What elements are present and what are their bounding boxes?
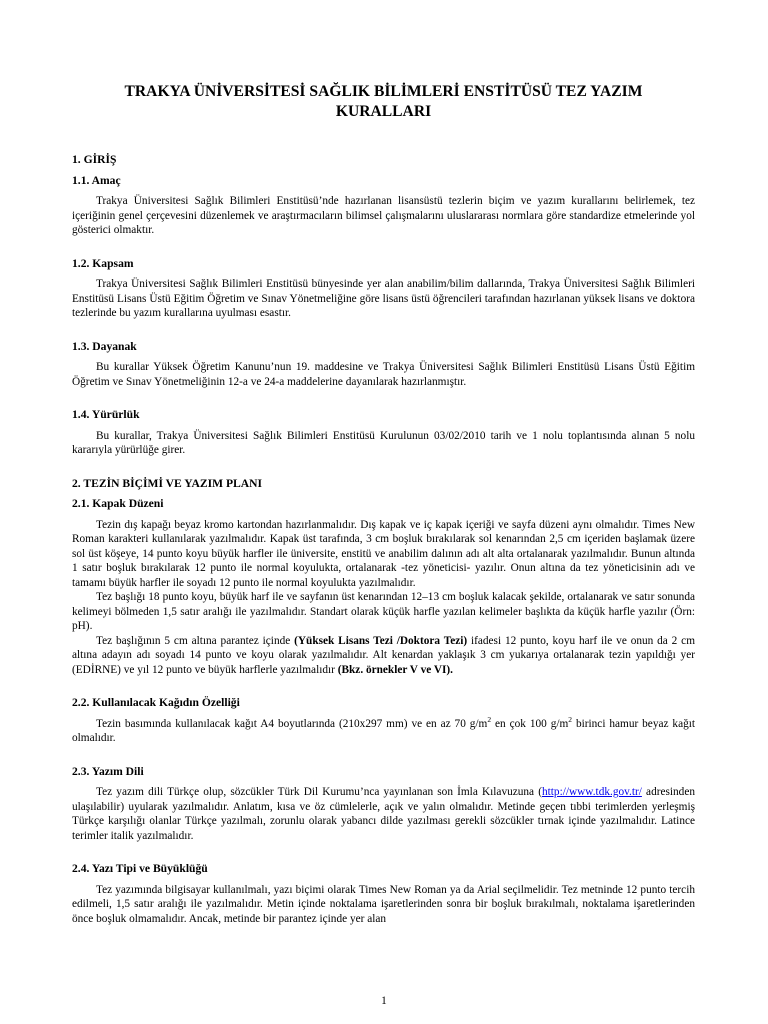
- subsection-heading-yazim-dili: 2.3. Yazım Dili: [72, 764, 144, 778]
- title-line-1: TRAKYA ÜNİVERSİTESİ SAĞLIK BİLİMLERİ ENSTİTÜSÜ TEZ YAZIM: [124, 83, 643, 100]
- tdk-link[interactable]: http://www.tdk.gov.tr/: [542, 786, 642, 798]
- paragraph-dayanak: Bu kurallar Yüksek Öğretim Kanunu’nun 19. maddesine ve Trakya Üniversitesi Sağlık Bilimleri Enstitüsü Lisans Üstü Eğitim Öğretim ve Sınav Yönetmeliğinin 12-a ve 24-a maddelerine dayanılarak hazırlanmıştır.: [72, 361, 695, 388]
- paragraph-yazi-tipi: Tez yazımında bilgisayar kullanılmalı, yazı biçimi olarak Times New Roman ya da Arial seçilmelidir. Tez metninde 12 punto tercih edilmeli, 1,5 satır aralığı ile yazılmalıdır. Metin içinde noktalama işaretlerinden sonra bir boşluk bırakılmalı, noktalama işaretlerinden önce boşluk olmamalıdır. Ancak, metinde bir parantez içinde yer alan: [72, 883, 695, 925]
- section-heading-tez-bicimi: 2. TEZİN BİÇİMİ VE YAZIM PLANI: [72, 476, 263, 490]
- subsection-heading-amac: 1.1. Amaç: [72, 173, 121, 187]
- page-number: 1: [381, 995, 387, 1007]
- kapak-tez-type-bold: (Yüksek Lisans Tezi /Doktora Tezi): [294, 634, 468, 647]
- paragraph-yururluk: Bu kurallar, Trakya Üniversitesi Sağlık Bilimleri Enstitüsü Kurulunun 03/02/2010 tarih ve 1 nolu toplantısında alınan 5 nolu kararıyla yürürlüğe girer.: [72, 429, 695, 456]
- subsection-heading-kapak: 2.1. Kapak Düzeni: [72, 497, 164, 510]
- paragraph-kagit: Tezin basımında kullanılacak kağıt A4 boyutlarında (210x297 mm) ve en az 70 $g/m^2$ en çok 100 $g/m^2$ birinci hamur beyaz kağıt olmalıdır.: [72, 714, 696, 744]
- section-heading-giris: 1. GİRİŞ: [72, 153, 117, 166]
- document-title: [72, 82, 695, 122]
- paragraph-kapsam: Trakya Üniversitesi Sağlık Bilimleri Enstitüsü bünyesinde yer alan anabilim/bilim dallarında, Trakya Üniversitesi Sağlık Bilimleri Enstitüsü Lisans Üstü Eğitim Öğretim ve Sınav Yönetmeliğine göre lisans üstü öğrencileri tarafından hazırlanan yüksek lisans ve doktora tezlerinde bu yazım kurallarına uyulması esastır.: [72, 278, 695, 319]
- subsection-heading-dayanak: 1.3. Dayanak: [72, 339, 137, 353]
- paragraph-yazim-dili: Tez yazım dili Türkçe olup, sözcükler Türk Dil Kurumu’nca yayınlanan son İmla Kılavuzuna (http://www.tdk.gov.tr/ adresinden ulaşılabilir) uyularak yazılmalıdır. Anlatım, kısa ve öz cümlelerle, açık ve yalın olmalıdır. Metinde geçen tıbbi terimlerden yerleşmiş Türkçe karşılığı olanlar Türkçe yazılmalı, zorunlu olarak yabancı dilde yazılması gerekli sözcükler tırnak içinde yazılmalıdır. Latince terimler italik yazılmalıdır.: [72, 786, 695, 842]
- subsection-heading-kapsam: 1.2. Kapsam: [72, 256, 134, 270]
- paragraph-amac: Trakya Üniversitesi Sağlık Bilimleri Enstitüsü’nde hazırlanan lisansüstü tezlerin biçim ve yazım kurallarını belirlemek, tez içeriğinin genel çerçevesini düzenlemek ve araştırmacıların bilimsel çalışmalarını uluslararası normlara göre standardize etmelerinde yol gösterici olmaktır.: [72, 195, 695, 236]
- subsection-heading-yururluk: 1.4. Yürürlük: [72, 408, 140, 421]
- subsection-heading-yazi-tipi: 2.4. Yazı Tipi ve Büyüklüğü: [72, 862, 208, 875]
- paragraph-kapak-2: Tez başlığı 18 punto koyu, büyük harf ile ve sayfanın üst kenarından 12–13 cm boşluk kalacak şekilde, ortalanarak ve satır sonunda kelimeyi bölmeden 1,5 satır aralığı ile yazılmalıdır. Standart olarak küçük harfle yazılan kelimeler başlıkta da küçük harfle yazılır (Örn: pH).: [72, 591, 695, 632]
- paragraph-kapak-3: Tez başlığının 5 cm altına parantez içinde (Yüksek Lisans Tezi /Doktora Tezi) ifadesi 12 punto, koyu harf ile ve onun da 2 cm altına adayın adı soyadı 14 punto ve koyu olarak yazılmalıdır. Alt kenardan yaklaşık 3 cm yukarıya ortalanarak tezin yapıldığı yer (EDİRNE) ve yıl 12 punto ve büyük harflerle yazılmalıdır (Bkz. örnekler V ve VI).: [72, 634, 695, 676]
- title-line-2: KURALLARI: [335, 103, 432, 120]
- paragraph-kapak-1: Tezin dış kapağı beyaz kromo kartondan hazırlanmalıdır. Dış kapak ve iç kapak içeriği ve sayfa düzeni aynı olmalıdır. Times New Roman karakteri kullanılarak yazılmalıdır. Kapak üst tarafında, 3 cm boşluk bırakılarak sol kenarından 2,5 cm içeriden başlamak üzere sol üst köşeye, 14 punto koyu büyük harfler ile üniversite, enstitü ve anabilim dalının adı alt alta ortalanarak yazılmalıdır. Bunun altında 1 satır boşluk bırakılarak 12 punto ile normal koyulukta, ortalanarak -tez yöneticisi- yazılır. Onun altına da tez yöneticisinin adı ve tamamı büyük harfler ile soyadı 12 punto ile normal koyulukta yazılmalıdır.: [72, 518, 695, 589]
- document-page: [72, 82, 695, 926]
- subsection-heading-kagit: 2.2. Kullanılacak Kağıdın Özelliği: [72, 696, 240, 709]
- kapak-reference-bold: (Bkz. örnekler V ve VI).: [337, 663, 453, 676]
